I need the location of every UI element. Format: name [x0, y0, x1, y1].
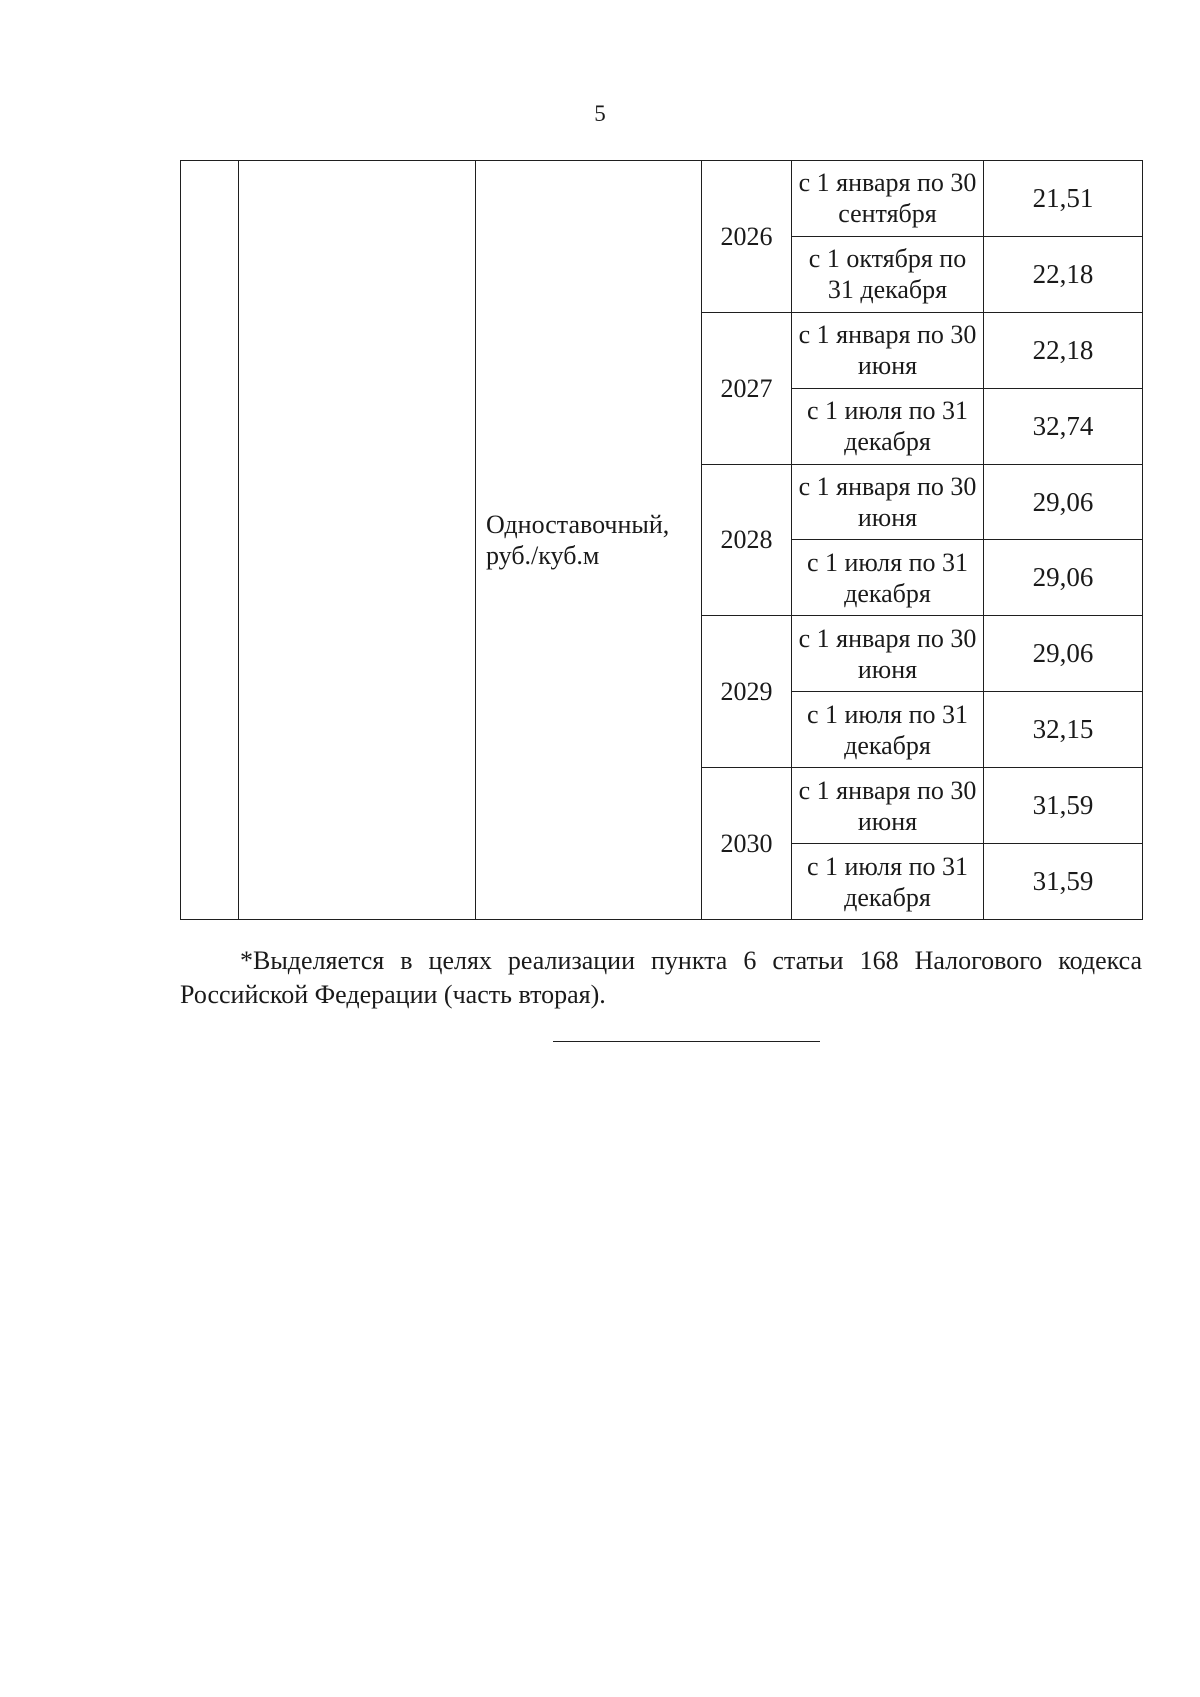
page-number: 5 — [594, 101, 606, 126]
footnote: *Выделяется в целях реализации пункта 6 статьи 168 Налогового кодекса Российской Федерации (часть вторая). — [180, 946, 1142, 1009]
tariff-table — [180, 160, 1143, 920]
tariff-value-cell: 29,06 — [984, 464, 1143, 540]
period-cell: с 1 октября по 31 декабря — [792, 236, 984, 312]
number-cell — [181, 161, 239, 920]
year-cell: 2026 — [702, 161, 792, 313]
tariff-type-cell: Одноставочный, руб./куб.м — [476, 161, 702, 920]
tariff-value-cell: 29,06 — [984, 540, 1143, 616]
year-cell: 2027 — [702, 312, 792, 464]
tariff-value-cell: 22,18 — [984, 236, 1143, 312]
tariff-value-cell: 22,18 — [984, 312, 1143, 388]
tariff-value-cell: 21,51 — [984, 161, 1143, 237]
period-cell: с 1 января по 30 июня — [792, 768, 984, 844]
year-cell: 2030 — [702, 768, 792, 920]
period-cell: с 1 января по 30 июня — [792, 312, 984, 388]
tariff-value-cell: 31,59 — [984, 844, 1143, 920]
table-row — [181, 161, 1143, 237]
period-cell: с 1 января по 30 июня — [792, 616, 984, 692]
tariff-value-cell: 29,06 — [984, 616, 1143, 692]
organization-cell — [239, 161, 476, 920]
period-cell: с 1 января по 30 июня — [792, 464, 984, 540]
tariff-value-cell: 32,74 — [984, 388, 1143, 464]
period-cell: с 1 июля по 31 декабря — [792, 844, 984, 920]
period-cell: с 1 июля по 31 декабря — [792, 692, 984, 768]
closing-rule — [553, 1041, 820, 1042]
year-cell: 2029 — [702, 616, 792, 768]
tariff-value-cell: 31,59 — [984, 768, 1143, 844]
period-cell: с 1 января по 30 сентября — [792, 161, 984, 237]
tariff-value-cell: 32,15 — [984, 692, 1143, 768]
period-cell: с 1 июля по 31 декабря — [792, 540, 984, 616]
year-cell: 2028 — [702, 464, 792, 616]
period-cell: с 1 июля по 31 декабря — [792, 388, 984, 464]
